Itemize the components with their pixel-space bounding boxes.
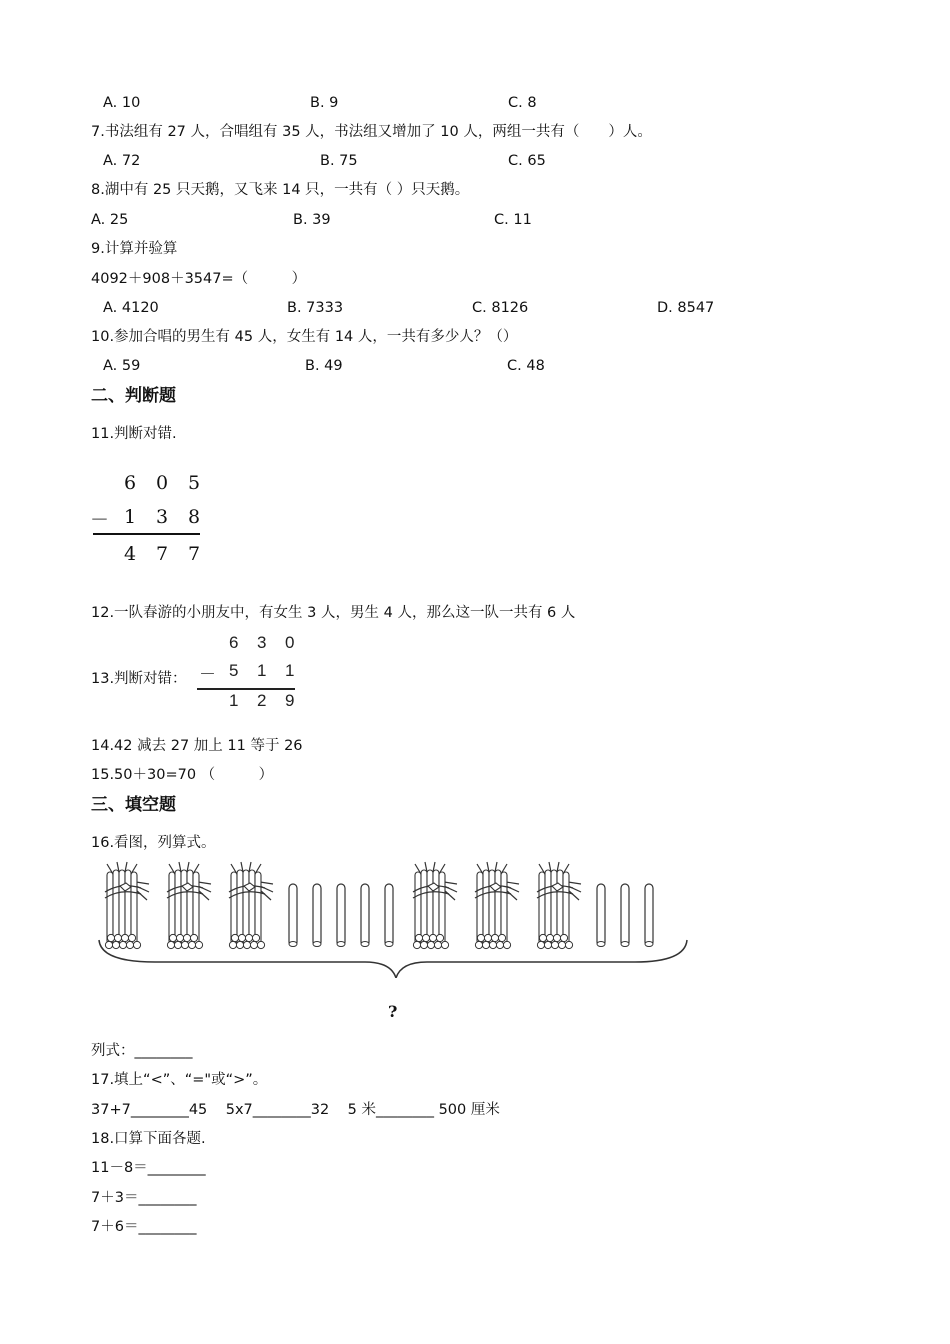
result-line	[197, 688, 295, 690]
digit: 1	[285, 661, 295, 680]
q7-option-b: B. 75	[320, 153, 358, 169]
q10-question: 10.参加合唱的男生有 45 人，女生有 14 人，一共有多少人？（）	[91, 329, 518, 345]
digit: 3	[257, 633, 267, 652]
question-mark: ?	[388, 1002, 398, 1021]
digit: 5	[229, 661, 239, 680]
q16-answer-blank: 列式：________	[91, 1043, 193, 1059]
q17-items: 37+7________45 5x7________32 5 米________ 500 厘米	[91, 1102, 500, 1118]
q8-option-b: B. 39	[293, 212, 331, 228]
digit: 6	[229, 633, 239, 652]
q14-question: 14.42 减去 27 加上 11 等于 26	[91, 738, 303, 754]
q18-item-3: 7＋6＝________	[91, 1219, 197, 1235]
minus-sign: －	[90, 509, 110, 531]
q17-question: 17.填上“<”、“="或“>”。	[91, 1072, 268, 1088]
q16-question: 16.看图，列算式。	[91, 835, 216, 851]
sticks-bundles-figure	[95, 858, 695, 978]
digit: 6	[124, 472, 137, 494]
digit: 2	[257, 691, 267, 710]
digit: 7	[156, 543, 169, 565]
digit: 1	[257, 661, 267, 680]
q9-option-c: C. 8126	[472, 300, 529, 316]
q9-option-d: D. 8547	[657, 300, 715, 316]
digit: 1	[124, 506, 137, 528]
q12-question: 12.一队春游的小朋友中，有女生 3 人，男生 4 人，那么这一队一共有 6 人	[91, 605, 576, 621]
section-fill-title: 三、填空题	[91, 795, 176, 815]
digit: 0	[285, 633, 295, 652]
q6-option-c: C. 8	[508, 95, 537, 111]
section-judgement-title: 二、判断题	[91, 386, 176, 406]
q10-option-b: B. 49	[305, 358, 343, 374]
result-line	[93, 533, 200, 535]
q18-item-1: 11－8＝________	[91, 1160, 206, 1176]
digit: 0	[156, 472, 169, 494]
digit: 1	[229, 691, 239, 710]
q9-option-a: A. 4120	[103, 300, 159, 316]
digit: 4	[124, 543, 137, 565]
minus-sign: －	[199, 665, 216, 684]
q11-question: 11.判断对错.	[91, 426, 177, 442]
q9-expression: 4092＋908＋3547=（ ）	[91, 271, 307, 287]
digit: 7	[188, 543, 201, 565]
digit: 8	[188, 506, 201, 528]
q7-option-a: A. 72	[103, 153, 141, 169]
q10-option-c: C. 48	[507, 358, 545, 374]
q8-option-c: C. 11	[494, 212, 532, 228]
q13-question: 13.判断对错：	[91, 671, 187, 687]
q7-option-c: C. 65	[508, 153, 546, 169]
q7-question: 7.书法组有 27 人，合唱组有 35 人，书法组又增加了 10 人，两组一共有（ ）人。	[91, 124, 652, 140]
digit: 5	[188, 472, 201, 494]
q9-option-b: B. 7333	[287, 300, 344, 316]
q9-question: 9.计算并验算	[91, 241, 178, 257]
digit: 9	[285, 691, 295, 710]
q8-option-a: A. 25	[91, 212, 129, 228]
q8-question: 8.湖中有 25 只天鹅，又飞来 14 只，一共有（ ）只天鹅。	[91, 182, 470, 198]
q18-question: 18.口算下面各题.	[91, 1131, 206, 1147]
q6-option-b: B. 9	[310, 95, 339, 111]
q10-option-a: A. 59	[103, 358, 141, 374]
q6-option-a: A. 10	[103, 95, 141, 111]
q15-question: 15.50＋30=70 （ ）	[91, 767, 274, 783]
q18-item-2: 7＋3＝________	[91, 1190, 197, 1206]
digit: 3	[156, 506, 169, 528]
